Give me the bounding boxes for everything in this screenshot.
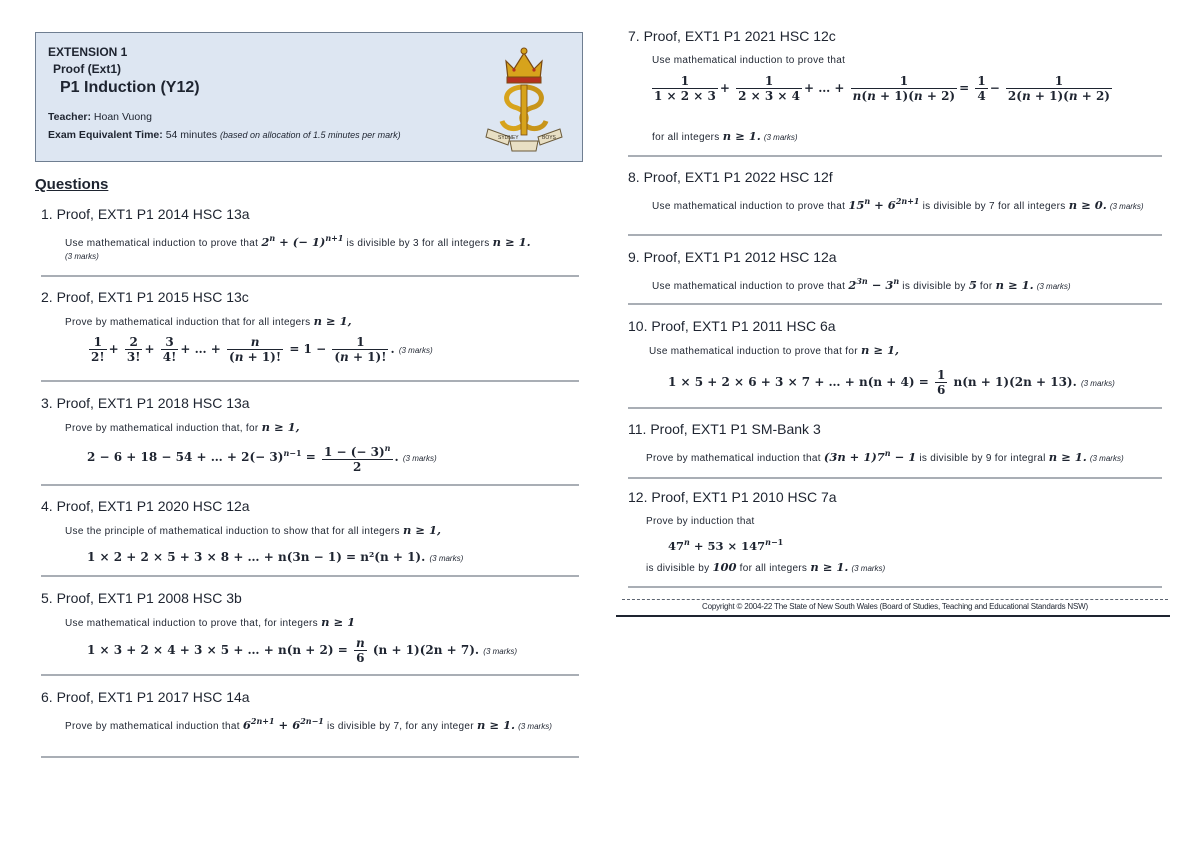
exam-time-value: 54 minutes bbox=[165, 129, 218, 141]
math-expression: $2^n$ + (− 1)$^{n+1}$ bbox=[261, 233, 344, 249]
page-title: P1 Induction (Y12) bbox=[60, 79, 200, 96]
question-text: Prove by mathematical induction that $6^{2n+1} + 6^{2n-1}$ is divisible by 7, for any integer n ≥ 1. (3 marks) bbox=[65, 716, 552, 732]
question-title: 12. Proof, EXT1 P1 2010 HSC 7a bbox=[628, 489, 837, 505]
question-title: 3. Proof, EXT1 P1 2018 HSC 13a bbox=[41, 395, 250, 411]
question-text: Prove by mathematical induction that $(3n + 1)7^n - 1$ is divisible by 9 for integral n ≥ 1. (3 marks) bbox=[646, 448, 1124, 464]
question-divider bbox=[41, 380, 579, 382]
marks-label: (3 marks) bbox=[429, 554, 464, 563]
question-title: 11. Proof, EXT1 P1 SM-Bank 3 bbox=[628, 421, 821, 437]
question-divider bbox=[628, 477, 1162, 479]
question-text: Use mathematical induction to prove that for n ≥ 1, bbox=[649, 343, 899, 357]
subject-label: EXTENSION 1 bbox=[48, 45, 128, 59]
question-divider bbox=[41, 275, 579, 277]
question-divider bbox=[41, 575, 579, 577]
marks-label: (3 marks) bbox=[763, 133, 798, 142]
crest-text-right: BOYS bbox=[542, 135, 556, 141]
question-divider bbox=[41, 484, 579, 486]
question-text: Use mathematical induction to prove that $2^n$ + (− 1)$^{n+1}$ is divisible by 3 for all integers n ≥ 1. (3 marks) bbox=[65, 233, 531, 261]
math-expression: $\frac{1}{2!}$ + $\frac{2}{3!}$ + $\frac{3}{4!}$ + … + $\frac{n}{(n + 1)!}$ = 1 − $\frac{1}{(n + 1)!}$ . (3 marks) bbox=[91, 335, 433, 364]
question-title: 6. Proof, EXT1 P1 2017 HSC 14a bbox=[41, 689, 250, 705]
question-text: Prove by mathematical induction that for all integers n ≥ 1, bbox=[65, 314, 352, 328]
question-title: 8. Proof, EXT1 P1 2022 HSC 12f bbox=[628, 169, 833, 185]
marks-label: (3 marks) bbox=[518, 721, 552, 731]
marks-label: (3 marks) bbox=[1036, 281, 1071, 291]
marks-label: (3 marks) bbox=[483, 647, 518, 656]
math-expression: $2^{3n} - 3^n$ bbox=[848, 276, 900, 292]
question-text: Use mathematical induction to prove that, for integers n ≥ 1 bbox=[65, 615, 356, 629]
question-divider bbox=[628, 303, 1162, 305]
school-crest-icon bbox=[484, 41, 564, 155]
question-title: 1. Proof, EXT1 P1 2014 HSC 13a bbox=[41, 206, 250, 222]
math-expression: 1 × 3 + 2 × 4 + 3 × 5 + … + n(n + 2) = $\frac{n}{6}$ (n + 1)(2n + 7). (3 marks) bbox=[87, 636, 518, 665]
question-text: Use mathematical induction to prove that bbox=[652, 55, 846, 66]
math-expression: $15^n + 6^{2n+1}$ bbox=[848, 196, 920, 212]
exam-time-line bbox=[48, 129, 401, 141]
math-expression: $6^{2n+1} + 6^{2n-1}$ bbox=[242, 716, 324, 732]
header-box bbox=[35, 32, 583, 162]
question-title: 9. Proof, EXT1 P1 2012 HSC 12a bbox=[628, 249, 837, 265]
marks-label: (3 marks) bbox=[1089, 453, 1124, 463]
footer-divider bbox=[622, 599, 1168, 600]
marks-label: (3 marks) bbox=[1080, 379, 1115, 388]
question-divider bbox=[628, 586, 1162, 588]
footer-rule bbox=[616, 615, 1170, 617]
math-expression: 2 − 6 + 18 − 54 + … + $2(- 3)^{n-1}$ = $\frac{1 - (- 3)^n}{2}$ . (3 marks) bbox=[87, 443, 437, 474]
math-expression: 1 × 2 + 2 × 5 + 3 × 8 + … + n(3n − 1) = n²(n + 1). (3 marks) bbox=[87, 550, 464, 564]
question-text: Use mathematical induction to prove that $2^{3n} - 3^n$ is divisible by 5 for n ≥ 1. (3 marks) bbox=[652, 276, 1071, 292]
crest-text-left: SYDNEY bbox=[498, 135, 519, 141]
math-expression: 1 × 5 + 2 × 6 + 3 × 7 + … + n(n + 4) = $\frac{1}{6}$ n(n + 1)(2n + 13). (3 marks) bbox=[668, 368, 1115, 397]
question-title: 7. Proof, EXT1 P1 2021 HSC 12c bbox=[628, 28, 836, 44]
questions-heading: Questions bbox=[35, 176, 109, 193]
question-text: Use mathematical induction to prove that $15^n + 6^{2n+1}$ is divisible by 7 for all integers n ≥ 0. (3 marks) bbox=[652, 196, 1144, 212]
question-title: 10. Proof, EXT1 P1 2011 HSC 6a bbox=[628, 318, 836, 334]
question-text-2: for all integers n ≥ 1. (3 marks) bbox=[652, 129, 798, 143]
question-title: 2. Proof, EXT1 P1 2015 HSC 13c bbox=[41, 289, 249, 305]
math-expression: $\frac{1}{1 \times 2 \times 3}$ + $\frac{1}{2 \times 3 \times 4}$ + … + $\frac{1}{n(n + 1)(n + 2)}$ = $\frac{1}{4}$ − $\frac{1}{2(n + 1)(n + 2)}$ bbox=[654, 74, 1110, 103]
marks-label: (3 marks) bbox=[65, 251, 99, 261]
question-divider bbox=[628, 407, 1162, 409]
marks-label: (3 marks) bbox=[398, 346, 433, 355]
teacher-name: Hoan Vuong bbox=[93, 111, 152, 123]
teacher-line bbox=[48, 111, 152, 123]
question-divider bbox=[41, 674, 579, 676]
marks-label: (3 marks) bbox=[851, 564, 886, 573]
question-text: Use the principle of mathematical induction to show that for all integers n ≥ 1, bbox=[65, 523, 441, 537]
exam-time-note: (based on allocation of 1.5 minutes per mark) bbox=[219, 130, 401, 140]
question-divider bbox=[628, 234, 1162, 236]
question-text: Prove by mathematical induction that, for n ≥ 1, bbox=[65, 420, 300, 434]
exam-time-label: Exam Equivalent Time: bbox=[48, 129, 163, 141]
question-divider bbox=[628, 155, 1162, 157]
marks-label: (3 marks) bbox=[402, 454, 437, 463]
math-expression: $47^n + 53 \times 147^{n-1}$ bbox=[668, 537, 784, 553]
copyright-notice: Copyright © 2004-22 The State of New South Wales (Board of Studies, Teaching and Educational Standards NSW) bbox=[702, 602, 1088, 611]
question-title: 4. Proof, EXT1 P1 2020 HSC 12a bbox=[41, 498, 250, 514]
topic-label: Proof (Ext1) bbox=[53, 62, 122, 76]
teacher-label: Teacher: bbox=[48, 111, 91, 123]
question-text: Prove by induction that bbox=[646, 516, 755, 527]
marks-label: (3 marks) bbox=[1109, 201, 1144, 211]
question-title: 5. Proof, EXT1 P1 2008 HSC 3b bbox=[41, 590, 242, 606]
question-divider bbox=[41, 756, 579, 758]
math-expression: $(3n + 1)7^n - 1$ bbox=[823, 448, 917, 464]
question-text-2: is divisible by 100 for all integers n ≥ 1. (3 marks) bbox=[646, 560, 886, 574]
